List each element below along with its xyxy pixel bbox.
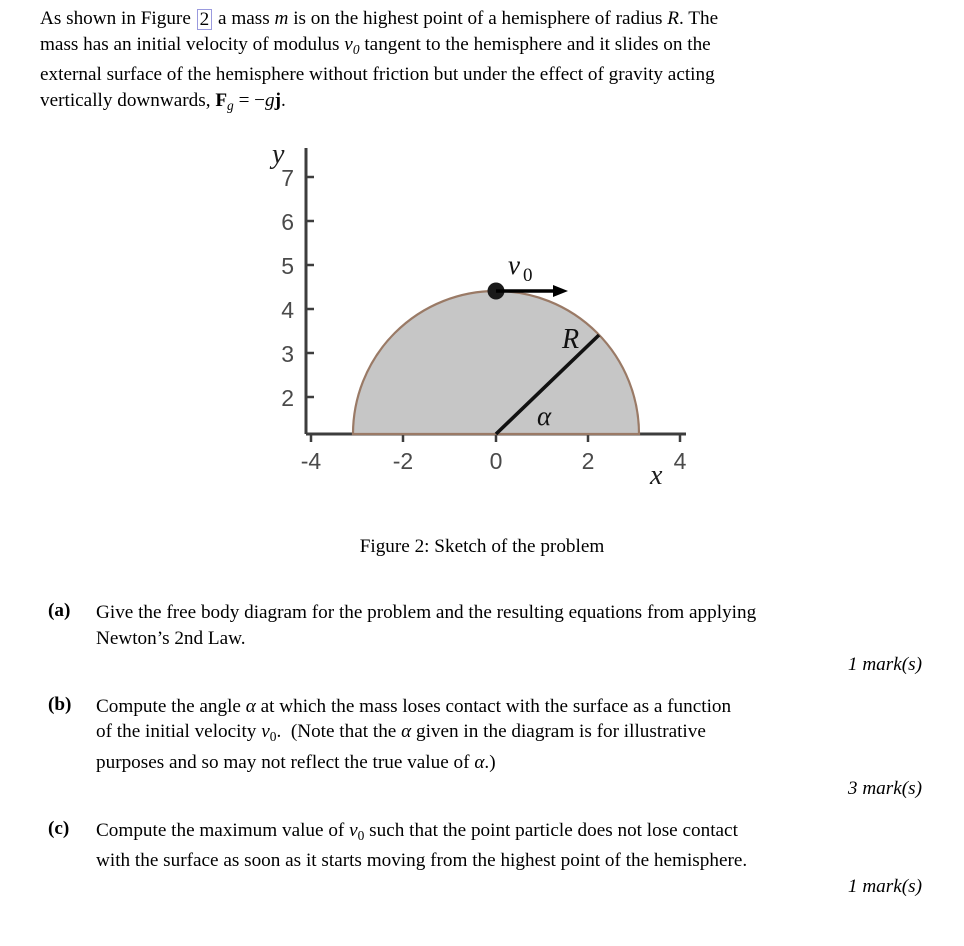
- question-c-text-2: with the surface as soon as it starts moving from the highest point of the hemisphere.: [96, 850, 748, 872]
- question-item-b: [40, 694, 924, 800]
- intro-paragraph: [40, 6, 924, 119]
- intro-line-2-text: [40, 32, 711, 63]
- question-b-line-3: [96, 750, 924, 776]
- intro-line-3: [40, 62, 924, 88]
- question-body-c: [96, 818, 924, 874]
- intro-text-b: a mass: [218, 8, 270, 29]
- question-b-line-2: [96, 719, 924, 750]
- question-b-text-1: Compute the angle α at which the mass loses contact with the surface as a function: [96, 695, 732, 717]
- velocity-label-base: v: [508, 250, 520, 280]
- formula-period: .: [281, 90, 286, 112]
- variable-v0: [344, 34, 359, 55]
- y-tick-label-7: 7: [281, 165, 294, 191]
- question-c-text-1: Compute the maximum value of $v_0$ such that the point particle does not lose contact: [96, 819, 738, 843]
- marks-c: 1 mark(s): [847, 876, 922, 898]
- variable-m: m: [274, 8, 289, 29]
- x-tick-label-minus2: -2: [392, 448, 414, 474]
- y-tick-label-4: 4: [281, 297, 294, 323]
- y-axis-label: y: [272, 139, 285, 170]
- radius-label: R: [562, 324, 580, 355]
- formula-g: g: [265, 90, 275, 112]
- sketch-plot: [250, 136, 710, 506]
- intro-line-1: [40, 6, 924, 32]
- variable-v0-base: v: [344, 33, 353, 55]
- intro-text-c: is on the highest point of a hemisphere of radius: [293, 8, 663, 29]
- question-item-c: [40, 818, 924, 898]
- question-item-a: [40, 600, 924, 676]
- question-a-line-2: [96, 626, 924, 652]
- question-label-a: (a): [48, 600, 71, 621]
- velocity-label: [508, 250, 533, 286]
- question-body-b: [96, 694, 924, 776]
- question-body-a: [96, 600, 924, 652]
- y-tick-label-2: 2: [281, 385, 294, 411]
- question-label-c: (c): [48, 817, 70, 839]
- variable-v0-subscript: 0: [352, 41, 360, 57]
- marks-b: 3 mark(s): [847, 777, 922, 799]
- intro-line-1-text: [40, 6, 718, 32]
- variable-R: R: [667, 8, 680, 29]
- question-b-text-3: purposes and so may not reflect the true value of α.): [96, 751, 496, 773]
- figure-caption: Figure 2: Sketch of the problem: [359, 536, 605, 557]
- x-tick-label-4: 4: [673, 448, 687, 474]
- y-tick-label-6: 6: [281, 209, 294, 235]
- intro-text-h: vertically downwards,: [40, 90, 211, 112]
- formula-force-subscript: g: [227, 97, 234, 113]
- formula-j-unit-vector: j: [274, 90, 281, 112]
- figure-block: [0, 136, 964, 576]
- questions-list: [40, 600, 924, 916]
- intro-line-4: [40, 88, 924, 119]
- formula-force-symbol: F: [215, 90, 228, 112]
- intro-line-2: [40, 32, 924, 63]
- x-tick-label-2: 2: [581, 448, 595, 474]
- x-axis-label: x: [650, 460, 663, 491]
- question-c-line-2: [96, 848, 924, 874]
- intro-text-f: tangent to the hemisphere and it slides on the: [364, 33, 711, 55]
- angle-label: α: [537, 401, 552, 431]
- figure-reference-link[interactable]: 2: [197, 9, 213, 30]
- question-a-text-2: Newton’s 2nd Law.: [96, 627, 246, 649]
- intro-text-g: external surface of the hemisphere without friction but under the effect of gravity acting: [40, 64, 715, 86]
- hemisphere-shape: [353, 291, 639, 434]
- formula-equals-minus: = −: [238, 90, 266, 112]
- question-b-line-1: [96, 694, 924, 720]
- x-tick-label-minus4: -4: [300, 448, 322, 474]
- question-label-b: (b): [48, 693, 72, 715]
- velocity-label-subscript: 0: [523, 265, 533, 286]
- question-b-text-2: of the initial velocity $v_0$. (Note that the α given in the diagram is for illustrative: [96, 721, 706, 745]
- question-a-line-1: [96, 600, 924, 626]
- question-c-line-1: [96, 818, 924, 849]
- y-tick-label-5: 5: [281, 253, 294, 279]
- y-tick-label-3: 3: [281, 341, 294, 367]
- question-a-text-1: Give the free body diagram for the problem and the resulting equations from applying: [96, 602, 757, 623]
- marks-a: 1 mark(s): [847, 653, 922, 675]
- intro-text-d: . The: [679, 8, 719, 29]
- x-tick-label-0: 0: [489, 448, 503, 474]
- intro-text-a: As shown in Figure: [40, 8, 191, 29]
- intro-text-e: mass has an initial velocity of modulus: [40, 33, 340, 55]
